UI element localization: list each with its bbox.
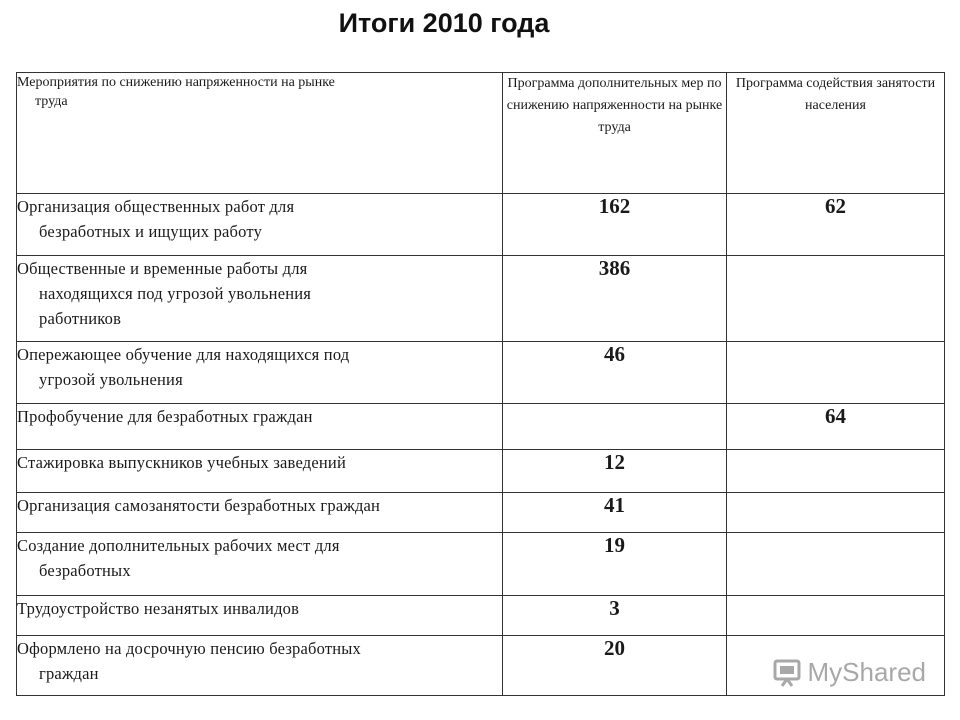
presentation-icon	[772, 658, 802, 688]
value-cell-program-b	[727, 256, 945, 342]
activity-text-line1: Организация общественных работ для	[17, 197, 295, 216]
value-cell-program-a: 20	[503, 636, 727, 696]
value-cell-program-a: 3	[503, 596, 727, 636]
header-program-a: Программа дополнительных мер по снижению напряженности на рынке труда	[503, 73, 727, 194]
activity-cell	[17, 450, 503, 493]
header-activities	[17, 73, 503, 194]
table-row	[17, 256, 945, 342]
activity-cell	[17, 533, 503, 596]
table-row	[17, 342, 945, 404]
value-cell-program-a	[503, 404, 727, 450]
activity-text-line1: Общественные и временные работы для	[17, 259, 308, 278]
activity-text-line1: Опережающее обучение для находящихся под	[17, 345, 350, 364]
value-cell-program-b	[727, 342, 945, 404]
header-activities-line1: Мероприятия по снижению напряженности на рынке	[17, 75, 335, 90]
table-row	[17, 596, 945, 636]
activity-cell	[17, 493, 503, 533]
activity-text-line2: угрозой увольнения	[39, 370, 183, 389]
activity-text-line1: Стажировка выпускников учебных заведений	[17, 453, 346, 472]
activity-text-line1: Оформлено на досрочную пенсию безработных	[17, 639, 362, 658]
activity-text-line2: находящихся под угрозой увольнения	[39, 284, 312, 303]
page-title: Итоги 2010 года	[338, 8, 550, 38]
watermark-text: MyShared	[807, 657, 926, 687]
header-program-b: Программа содействия занятости населения	[727, 73, 945, 194]
table-row	[17, 404, 945, 450]
activity-text-line3: работников	[39, 309, 122, 328]
activity-cell	[17, 596, 503, 636]
activity-text-line2: граждан	[39, 664, 99, 683]
value-cell-program-a: 386	[503, 256, 727, 342]
table-row	[17, 533, 945, 596]
activity-text-line1: Создание дополнительных рабочих мест для	[17, 536, 340, 555]
activity-text-line2: безработных	[39, 561, 131, 580]
value-cell-program-a: 12	[503, 450, 727, 493]
table-row	[17, 194, 945, 256]
activity-text-line1: Профобучение для безработных граждан	[17, 407, 313, 426]
activity-cell	[17, 194, 503, 256]
value-cell-program-b	[727, 493, 945, 533]
activity-cell	[17, 636, 503, 696]
value-cell-program-a: 46	[503, 342, 727, 404]
table-row	[17, 450, 945, 493]
watermark	[772, 657, 927, 688]
activity-cell	[17, 256, 503, 342]
header-activities-line2: труда	[35, 94, 68, 109]
value-cell-program-b	[727, 450, 945, 493]
activity-text-line1: Трудоустройство незанятых инвалидов	[17, 599, 300, 618]
table-header-row	[17, 73, 945, 194]
activity-cell	[17, 404, 503, 450]
value-cell-program-a: 162	[503, 194, 727, 256]
value-cell-program-b	[727, 596, 945, 636]
table-row	[17, 493, 945, 533]
activity-text-line2: безработных и ищущих работу	[39, 222, 263, 241]
activity-cell	[17, 342, 503, 404]
value-cell-program-a: 41	[503, 493, 727, 533]
results-table	[16, 72, 945, 696]
activity-text-line1: Организация самозанятости безработных граждан	[17, 496, 381, 515]
value-cell-program-b: 64	[727, 404, 945, 450]
value-cell-program-b	[727, 533, 945, 596]
value-cell-program-b: 62	[727, 194, 945, 256]
value-cell-program-a: 19	[503, 533, 727, 596]
